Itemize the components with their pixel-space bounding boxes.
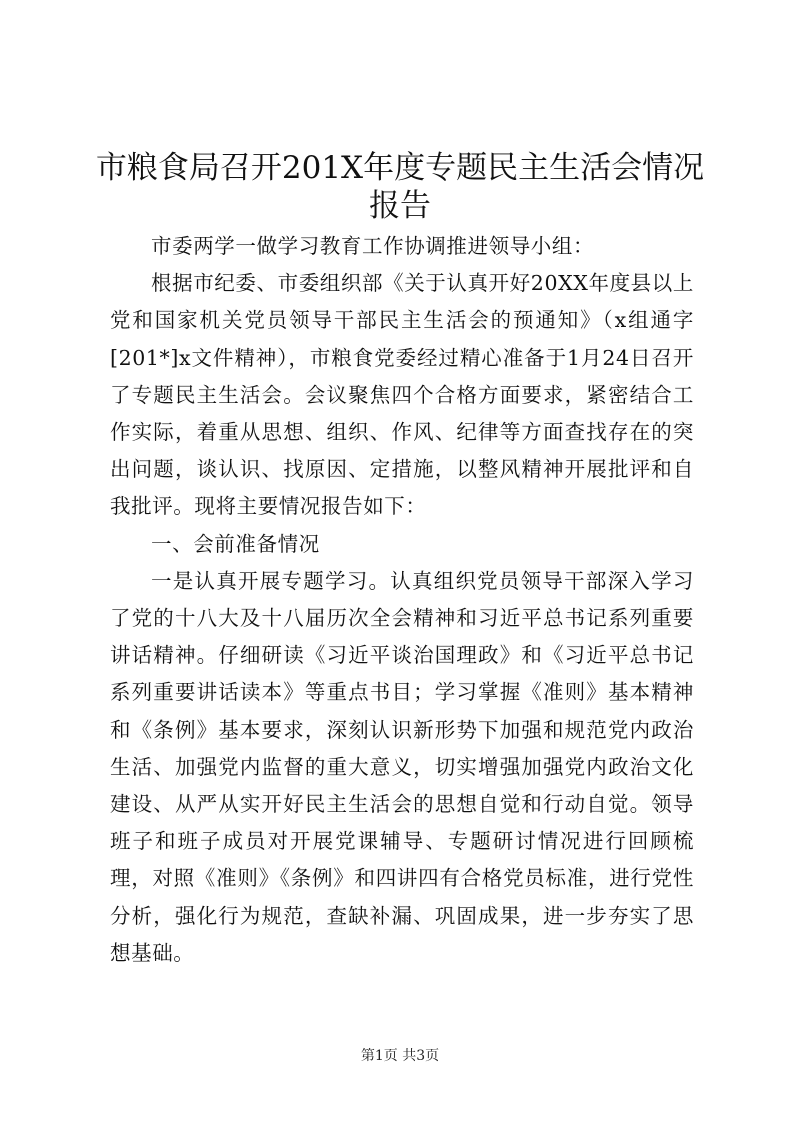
study-paragraph: 一是认真开展专题学习。认真组织党员领导干部深入学习了党的十八大及十八届历次全会精神和习近平总书记系列重要讲话精神。仔细研读《习近平谈治国理政》和《习近平总书记系列重要讲话读本》等重点书目；学习掌握《准则》基本精神和《条例》基本要求，深刻认识新形势下加强和规范党内政治生活、加强党内监督的重大意义，切实增强加强党内政治文化建设、从严从实开好民主生活会的思想自觉和行动自觉。领导班子和班子成员对开展党课辅导、专题研讨情况进行回顾梳理，对照《准则》《条例》和四讲四有合格党员标准，进行党性分析，强化行为规范，查缺补漏、巩固成果，进一步夯实了思想基础。: [110, 568, 694, 965]
intro-paragraph: 根据市纪委、市委组织部《关于认真开好20XX年度县以上党和国家机关党员领导干部民主生活会的预通知》（x组通字[201*]x文件精神），市粮食党委经过精心准备于1月24日召开了专题民主生活会。会议聚焦四个合格方面要求，紧密结合工作实际，着重从思想、组织、作风、纪律等方面查找存在的突出问题，谈认识、找原因、定措施，以整风精神开展批评和自我批评。现将主要情况报告如下：: [110, 271, 694, 519]
section-heading: 一、会前准备情况: [151, 531, 320, 556]
document-body: [110, 228, 694, 972]
page-footer: 第1页 共3页: [360, 1048, 440, 1064]
salutation-paragraph: 市委两学一做学习教育工作协调推进领导小组：: [151, 234, 595, 258]
document-title-line-2: 报告: [369, 188, 431, 224]
document-title-line-1: 市粮食局召开201X年度专题民主生活会情况: [95, 150, 705, 186]
